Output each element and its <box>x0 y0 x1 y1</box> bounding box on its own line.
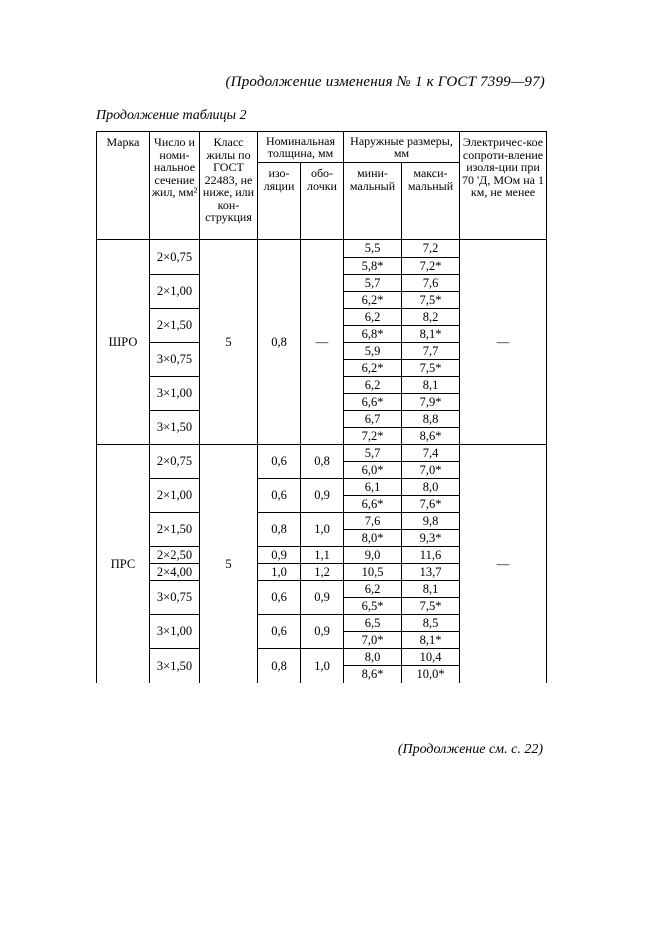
max-cell: 8,1 <box>402 377 460 394</box>
min-cell: 7,0* <box>344 632 402 649</box>
max-cell: 13,7 <box>402 564 460 581</box>
section-cell: 3×1,50 <box>150 411 200 445</box>
izol-cell: 0,6 <box>258 445 301 479</box>
section-cell: 3×1,00 <box>150 615 200 649</box>
obol-cell: 0,8 <box>301 445 344 479</box>
max-cell: 8,1 <box>402 581 460 598</box>
max-cell: 8,5 <box>402 615 460 632</box>
izol-cell: 1,0 <box>258 564 301 581</box>
max-cell: 7,2* <box>402 258 460 275</box>
header-razmery: Наружные размеры, мм <box>344 132 460 163</box>
min-cell: 6,2 <box>344 377 402 394</box>
max-cell: 8,0 <box>402 479 460 496</box>
section-cell: 2×1,50 <box>150 513 200 547</box>
obol-cell: 0,9 <box>301 615 344 649</box>
section-cell: 2×4,00 <box>150 564 200 581</box>
header-klass: Класс жилы по ГОСТ 22483, не ниже, или кон-струкция <box>200 132 258 240</box>
max-cell: 7,0* <box>402 462 460 479</box>
izol-cell: 0,8 <box>258 649 301 684</box>
min-cell: 6,7 <box>344 411 402 428</box>
izol-cell: 0,8 <box>258 513 301 547</box>
section-cell: 3×1,00 <box>150 377 200 411</box>
min-cell: 6,5 <box>344 615 402 632</box>
section-cell: 2×0,75 <box>150 445 200 479</box>
min-cell: 7,2* <box>344 428 402 445</box>
klass-cell: 5 <box>200 445 258 684</box>
obol-cell: 0,9 <box>301 581 344 615</box>
max-cell: 9,8 <box>402 513 460 530</box>
obol-cell: — <box>301 240 344 445</box>
header-tolshina: Номинальная толщина, мм <box>258 132 344 163</box>
header-minimalny: мини-мальный <box>344 163 402 240</box>
max-cell: 7,5* <box>402 292 460 309</box>
header-maksimalny: макси-мальный <box>402 163 460 240</box>
max-cell: 7,5* <box>402 598 460 615</box>
obol-cell: 0,9 <box>301 479 344 513</box>
min-cell: 6,2* <box>344 360 402 377</box>
header-chislo: Число и номи-нальное сечение жил, мм² <box>150 132 200 240</box>
section-cell: 3×1,50 <box>150 649 200 684</box>
section-cell: 2×0,75 <box>150 240 200 275</box>
max-cell: 8,8 <box>402 411 460 428</box>
cable-specs-table <box>96 131 547 683</box>
obol-cell: 1,0 <box>301 649 344 684</box>
min-cell: 5,5 <box>344 240 402 258</box>
section-cell: 3×0,75 <box>150 581 200 615</box>
min-cell: 6,5* <box>344 598 402 615</box>
continuation-footer: (Продолжение см. с. 22) <box>397 742 543 757</box>
table-continuation-label: Продолжение таблицы 2 <box>96 108 247 123</box>
min-cell: 5,7 <box>344 275 402 292</box>
min-cell: 8,6* <box>344 666 402 684</box>
max-cell: 9,3* <box>402 530 460 547</box>
min-cell: 7,6 <box>344 513 402 530</box>
izol-cell: 0,9 <box>258 547 301 564</box>
klass-cell: 5 <box>200 240 258 445</box>
section-cell: 2×1,00 <box>150 479 200 513</box>
max-cell: 10,0* <box>402 666 460 684</box>
marka-cell: ШРО <box>97 240 150 445</box>
izol-cell: 0,6 <box>258 615 301 649</box>
resist-cell: — <box>460 445 547 684</box>
max-cell: 7,6 <box>402 275 460 292</box>
max-cell: 7,2 <box>402 240 460 258</box>
min-cell: 5,8* <box>344 258 402 275</box>
min-cell: 6,2 <box>344 581 402 598</box>
min-cell: 9,0 <box>344 547 402 564</box>
header-marka: Марка <box>97 132 150 240</box>
header-soprotivlenie: Электричес-кое сопроти-вление изоля-ции при 70 'Д, МОм на 1 км, не менее <box>460 132 547 240</box>
header-izolyacii: изо-ляции <box>258 163 301 240</box>
max-cell: 7,9* <box>402 394 460 411</box>
obol-cell: 1,2 <box>301 564 344 581</box>
izol-cell: 0,6 <box>258 479 301 513</box>
obol-cell: 1,1 <box>301 547 344 564</box>
section-cell: 3×0,75 <box>150 343 200 377</box>
max-cell: 8,1* <box>402 632 460 649</box>
min-cell: 6,6* <box>344 496 402 513</box>
izol-cell: 0,6 <box>258 581 301 615</box>
min-cell: 8,0* <box>344 530 402 547</box>
resist-cell: — <box>460 240 547 445</box>
min-cell: 6,6* <box>344 394 402 411</box>
min-cell: 5,7 <box>344 445 402 462</box>
max-cell: 8,2 <box>402 309 460 326</box>
max-cell: 10,4 <box>402 649 460 666</box>
izol-cell: 0,8 <box>258 240 301 445</box>
max-cell: 8,1* <box>402 326 460 343</box>
document-continuation-header: (Продолжение изменения № 1 к ГОСТ 7399—97) <box>225 74 545 90</box>
min-cell: 10,5 <box>344 564 402 581</box>
min-cell: 5,9 <box>344 343 402 360</box>
max-cell: 7,5* <box>402 360 460 377</box>
min-cell: 6,1 <box>344 479 402 496</box>
max-cell: 7,4 <box>402 445 460 462</box>
min-cell: 6,0* <box>344 462 402 479</box>
section-cell: 2×1,00 <box>150 275 200 309</box>
max-cell: 8,6* <box>402 428 460 445</box>
min-cell: 6,2 <box>344 309 402 326</box>
min-cell: 6,8* <box>344 326 402 343</box>
section-cell: 2×1,50 <box>150 309 200 343</box>
marka-cell: ПРС <box>97 445 150 684</box>
min-cell: 6,2* <box>344 292 402 309</box>
max-cell: 7,6* <box>402 496 460 513</box>
obol-cell: 1,0 <box>301 513 344 547</box>
max-cell: 11,6 <box>402 547 460 564</box>
min-cell: 8,0 <box>344 649 402 666</box>
max-cell: 7,7 <box>402 343 460 360</box>
section-cell: 2×2,50 <box>150 547 200 564</box>
header-obolochki: обо-лочки <box>301 163 344 240</box>
table-body <box>97 240 547 684</box>
